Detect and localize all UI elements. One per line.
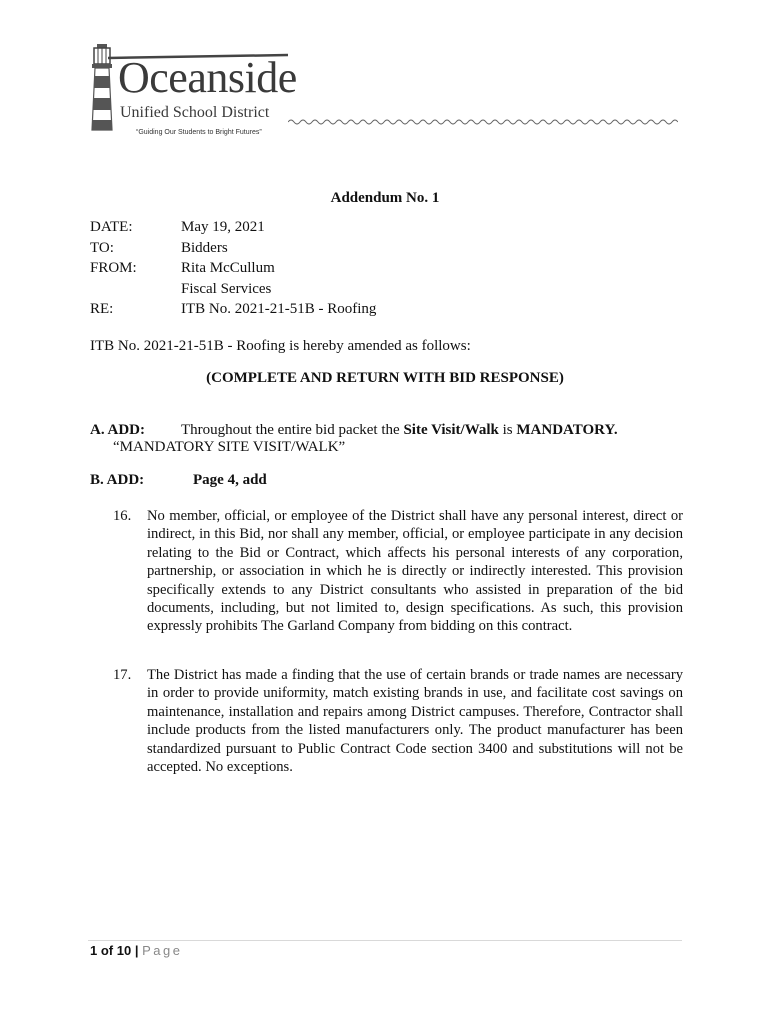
list-item — [113, 666, 683, 776]
district-logo — [88, 42, 688, 152]
section-a-heading: “MANDATORY SITE VISIT/WALK” — [113, 439, 346, 455]
item-text: No member, official, or employee of the District shall have any personal interest, direct or indirect, in this Bid, nor shall any member, official, or employee participate in any decision relating to the Bid or Contract, which affects his personal interests of any corporation, partnership, or association in which he is directly or indirectly interested. This provision specifically extends to any District consultants who assisted in preparation of the bid documents, including, but not limited to, design specifications. As such, this provision expressly prohibits The Garland Company from bidding on this contract. — [147, 508, 683, 635]
page-number: 1 of 10 — [90, 943, 132, 958]
item-number: 16. — [113, 508, 132, 524]
footer-separator: | — [134, 943, 139, 958]
bid-response-instruction: (COMPLETE AND RETURN WITH BID RESPONSE) — [206, 370, 564, 386]
page-word: Page — [142, 943, 183, 958]
logo-tagline: “Guiding Our Students to Bright Futures” — [136, 129, 262, 136]
from-department: Fiscal Services — [181, 281, 272, 297]
intro-text: ITB No. 2021-21-51B - Roofing is hereby amended as follows: — [90, 338, 471, 354]
date-label: DATE: — [90, 219, 133, 235]
item-text: The District has made a finding that the use of certain brands or trade names are necessary in order to provide uniformity, match existing brands in use, and facilitate cost savings on maintenance, installation and repairs among District campuses. Therefore, Contractor shall include products from the listed manufacturers only. The product manufacturer has been standardized pursuant to Public Contract Code section 3400 and substitutions will not be accepted. No exceptions. — [147, 667, 683, 776]
section-a-label: A. ADD: — [90, 422, 145, 438]
section-b-label: B. ADD: — [90, 472, 145, 488]
logo-subtitle: Unified School District — [120, 104, 270, 121]
to-value: Bidders — [181, 240, 228, 256]
re-value: ITB No. 2021-21-51B - Roofing — [181, 301, 377, 317]
from-label: FROM: — [90, 260, 137, 276]
wave-decoration — [288, 116, 678, 126]
from-value: Rita McCullum — [181, 260, 275, 276]
section-b-text: Page 4, add — [193, 472, 267, 488]
page-footer — [90, 943, 182, 958]
item-number: 17. — [113, 667, 132, 683]
addendum-title: Addendum No. 1 — [330, 190, 440, 206]
to-label: TO: — [90, 240, 114, 256]
logo-name: Oceanside — [118, 53, 297, 102]
section-a-text: Throughout the entire bid packet the Site Visit/Walk is MANDATORY. — [181, 422, 618, 438]
mandatory-emphasis: MANDATORY. — [516, 422, 618, 438]
date-value: May 19, 2021 — [181, 219, 265, 235]
re-label: RE: — [90, 301, 114, 317]
site-visit-emphasis: Site Visit/Walk — [403, 422, 499, 438]
footer-divider — [88, 940, 682, 941]
list-item — [113, 507, 683, 636]
